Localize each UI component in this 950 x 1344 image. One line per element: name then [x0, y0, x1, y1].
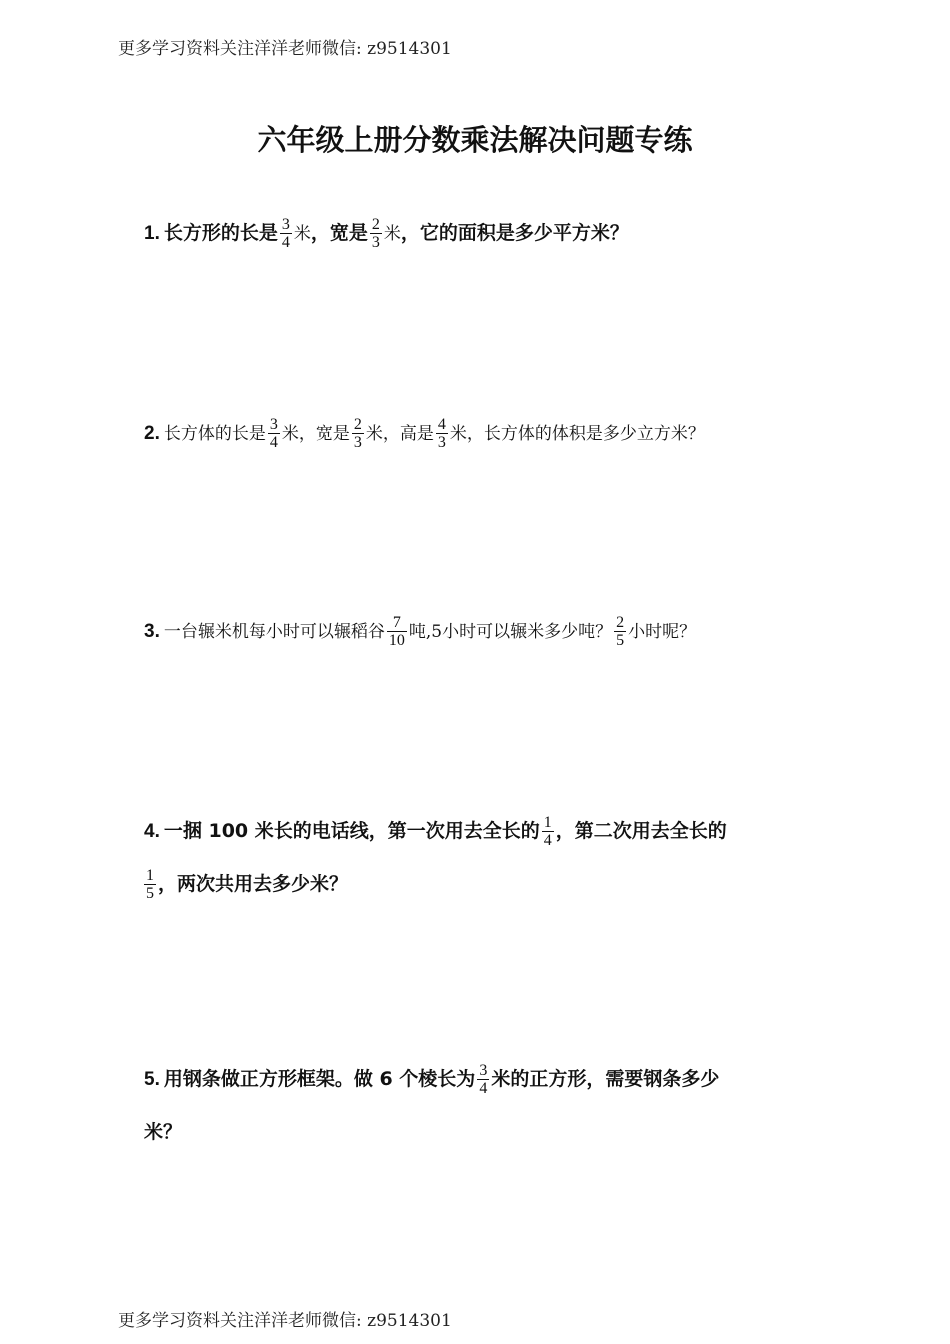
- question-text: 小时呢？: [628, 622, 697, 642]
- denominator: 10: [388, 632, 405, 649]
- question-text: 一台辗米机每小时可以辗稻谷: [163, 622, 385, 642]
- question-text: 一捆 100 米长的电话线，第一次用去全长的: [163, 820, 540, 842]
- header-watermark: 更多学习资料关注洋洋老师微信: z9514301: [118, 39, 452, 59]
- question-text: 米，高是: [365, 424, 434, 444]
- denominator: 4: [543, 832, 552, 849]
- numerator: 3: [281, 216, 290, 233]
- question-text: 吨,5小时可以辗米多少吨？: [408, 622, 613, 642]
- question-text: 米，宽是: [281, 424, 350, 444]
- question-text: 用钢条做正方形框架。做 6 个棱长为: [163, 1068, 476, 1090]
- question-text: 米？: [144, 1121, 183, 1143]
- question-line-2: [144, 867, 824, 902]
- numerator: 1: [543, 814, 552, 831]
- denominator: 3: [353, 434, 362, 451]
- question-text: 长方体的长是: [163, 424, 266, 444]
- question-text: 长方形的长是: [163, 222, 278, 244]
- numerator: 4: [437, 416, 446, 433]
- question-number: 3.: [144, 621, 160, 642]
- denominator: 4: [269, 434, 278, 451]
- numerator: 2: [353, 416, 362, 433]
- question-line-2: [144, 1117, 824, 1144]
- denominator: 5: [616, 632, 625, 649]
- question-text: ，第二次用去全长的: [555, 820, 727, 842]
- unit-text: 米: [293, 224, 311, 244]
- fraction: [542, 814, 554, 849]
- question-text: ，宽是: [310, 222, 368, 244]
- numerator: 3: [479, 1062, 488, 1079]
- fraction: [477, 1062, 489, 1097]
- fraction: [614, 614, 626, 649]
- question-number: 1.: [144, 223, 160, 244]
- fraction: [387, 614, 407, 649]
- question-text: 米的正方形，需要钢条多少: [491, 1068, 720, 1090]
- unit-text: 米: [383, 224, 401, 244]
- question-4: [144, 814, 824, 902]
- fraction: [352, 416, 364, 451]
- question-2: [144, 416, 824, 451]
- question-number: 4.: [144, 821, 160, 842]
- question-3: [144, 614, 824, 649]
- numerator: 1: [146, 867, 154, 884]
- question-1: [144, 216, 824, 251]
- question-text: 米，长方体的体积是多少立方米？: [449, 424, 705, 444]
- numerator: 7: [392, 614, 401, 631]
- fraction: [268, 416, 280, 451]
- footer-watermark: 更多学习资料关注洋洋老师微信: z9514301: [118, 1311, 452, 1331]
- denominator: 3: [437, 434, 446, 451]
- question-5: [144, 1062, 824, 1144]
- fraction: [370, 216, 382, 251]
- page-title: 六年级上册分数乘法解决问题专练: [257, 123, 693, 157]
- denominator: 4: [479, 1080, 488, 1097]
- question-text: ，两次共用去多少米？: [158, 873, 349, 895]
- question-text: ，它的面积是多少平方米？: [400, 222, 629, 244]
- question-number: 5.: [144, 1069, 160, 1090]
- numerator: 2: [371, 216, 380, 233]
- question-number: 2.: [144, 423, 160, 444]
- fraction: [280, 216, 292, 251]
- numerator: 3: [269, 416, 278, 433]
- fraction: [144, 867, 156, 902]
- fraction: [436, 416, 448, 451]
- numerator: 2: [616, 614, 625, 631]
- denominator: 5: [146, 885, 154, 902]
- denominator: 3: [371, 234, 380, 251]
- denominator: 4: [281, 234, 290, 251]
